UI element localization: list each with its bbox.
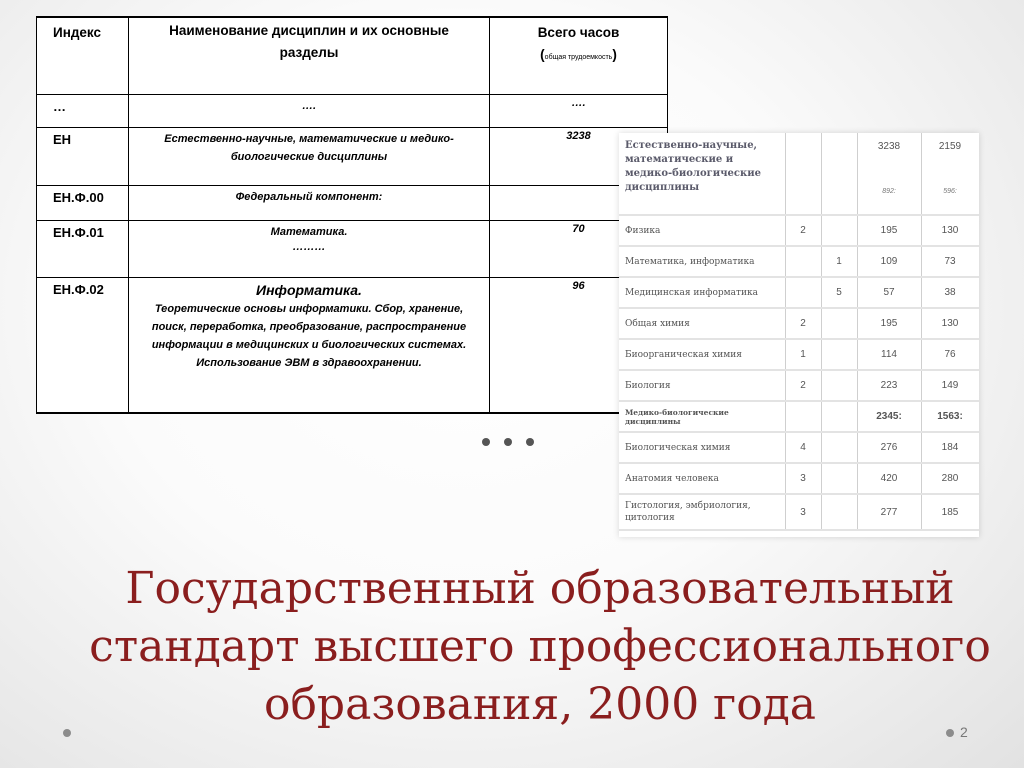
header-hours: Всего часов (общая трудоемкость): [490, 17, 668, 94]
scanned-table: [619, 133, 979, 531]
header-name: Наименование дисциплин и их основные разделы: [129, 17, 490, 94]
table-row: Математика, информатика 1 109 73: [619, 246, 979, 277]
scan-head-aud: 2159: [938, 141, 962, 152]
table-row: ЕН Естественно-научные, математические и медико-биологические дисциплины 3238: [37, 127, 668, 185]
row-name-extra: Теоретические основы информатики. Сбор, хранение, поиск, переработка, преобразование, распространение информации в медицинских и биологических системах. Использование ЭВМ в здравоохранении.: [151, 302, 467, 369]
footer-dot-left-icon: [63, 729, 71, 737]
title-line-2: стандарт высшего профессионального: [89, 621, 991, 672]
table-row: Биоорганическая химия 1 114 76: [619, 339, 979, 370]
title-line-1: Государственный образовательный: [125, 563, 955, 614]
table-row: … …. ….: [37, 94, 668, 127]
scanned-table-image: [619, 133, 979, 537]
page-number: 2: [960, 724, 968, 740]
curriculum-table: [36, 16, 668, 414]
scan-head-name: Естественно-научные, математические и медико-биологические дисциплины: [619, 133, 785, 215]
table-row: ЕН.Ф.01 Математика. ……… 70: [37, 220, 668, 277]
dot-icon: [504, 438, 512, 446]
table-row: Медико-биологические дисциплины 2345: 1563:: [619, 401, 979, 432]
table-row: Медицинская информатика 5 57 38: [619, 277, 979, 308]
table-row: ЕН.Ф.02 Информатика. Теоретические основы информатики. Сбор, хранение, поиск, переработка, преобразование, распространение информации в медицинских и биологических системах. Использование ЭВМ в здравоохранении. 96: [37, 277, 668, 413]
hours-note: общая трудоемкость: [544, 54, 613, 61]
scan-head-aud-sub: 596:: [943, 188, 957, 195]
table-row: Анатомия человека 3 420 280: [619, 463, 979, 494]
row-name: Математика.: [270, 225, 348, 238]
table-row: Биология 2 223 149: [619, 370, 979, 401]
row-name: Информатика.: [256, 281, 362, 298]
table-row: ЕН.Ф.00 Федеральный компонент:: [37, 185, 668, 220]
title-line-3: образования, 2000 года: [263, 679, 817, 730]
footer-dot-right-icon: [946, 729, 954, 737]
header-index: Индекс: [37, 17, 129, 94]
table-row: Гистология, эмбриология, цитология 3 277 185: [619, 494, 979, 530]
table-row: Биологическая химия 4 276 184: [619, 432, 979, 463]
ellipsis-dots: [482, 438, 534, 446]
table-row: Общая химия 2 195 130: [619, 308, 979, 339]
row-name-extra: ………: [292, 240, 326, 253]
slide-title: [40, 560, 1024, 734]
scan-head-total-sub: 892:: [882, 188, 896, 195]
scan-head-total: 3238: [877, 141, 901, 152]
dot-icon: [482, 438, 490, 446]
table-row: Физика 2 195 130: [619, 215, 979, 246]
dot-icon: [526, 438, 534, 446]
